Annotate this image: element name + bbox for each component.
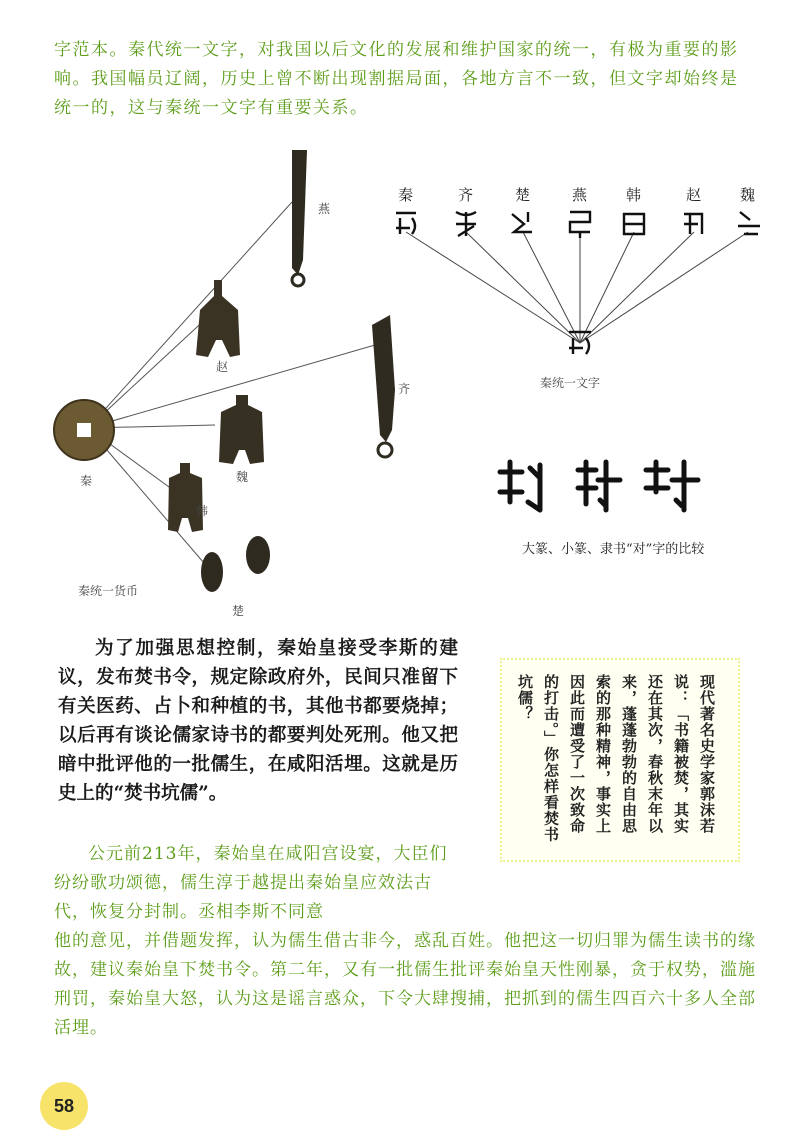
yan-knife-coin bbox=[292, 150, 307, 286]
green-paragraph-part-2: 他的意见，并借题发挥，认为儒生借古非今，惑乱百姓。他把这一切归罪为儒生读书的缘故，建议秦始皇下焚书令。第二年，又有一批儒生批评秦始皇天性刚暴，贪于权势，滥施刑罚，秦始皇大怒，认为这是谣言惑众，下令大肆搜捕，把抓到的儒生四百六十多人全部活埋。 bbox=[54, 931, 756, 1038]
chu-ant-nose-coins bbox=[201, 536, 270, 592]
dui-caption: 大篆、小篆、隶书“对”字的比较 bbox=[522, 542, 705, 557]
script-caption: 秦统一文字 bbox=[540, 376, 601, 390]
coin-label-qin: 秦 bbox=[80, 474, 93, 488]
coin-label-han: 韩 bbox=[196, 504, 209, 518]
wei-spade-coin bbox=[219, 395, 264, 464]
qin-round-coin bbox=[54, 400, 114, 460]
green-paragraph-part-1: 公元前213年，秦始皇在咸阳宫设宴，大臣们纷纷歌功颂德，儒生淳于越提出秦始皇应效法古代，恢复分封制。丞相李斯不同意 bbox=[54, 844, 448, 922]
coin-label-wei: 魏 bbox=[236, 470, 249, 484]
han-spade-coin bbox=[168, 463, 203, 532]
page-number-badge: 58 bbox=[40, 1082, 88, 1130]
sidebar-text: 现代著名史学家郭沫若说：「书籍被焚，其实还在其次，春秋末年以来，蓬蓬勃勃的自由思索的那种精神，事实上因此而遭受了一次致命的打击。」你怎样看焚书坑儒？ bbox=[516, 674, 716, 843]
coin-caption: 秦统一货币 bbox=[78, 584, 139, 598]
script-connector-lines bbox=[406, 232, 748, 343]
dui-character-comparison bbox=[500, 462, 698, 510]
currency-script-figure bbox=[0, 150, 800, 620]
coin-label-yan: 燕 bbox=[318, 202, 331, 216]
script-state-han: 韩 bbox=[626, 186, 642, 204]
coin-connector-lines bbox=[88, 202, 375, 570]
coin-label-qi: 齐 bbox=[398, 382, 411, 396]
qi-knife-coin bbox=[372, 315, 395, 457]
main-paragraph: 为了加强思想控制，秦始皇接受李斯的建议，发布焚书令，规定除政府外，民间只准留下有关医药、占卜和种植的书，其他书都要烧掉；以后再有谈论儒家诗书的都要判处死刑。他又把暗中批评他的一批儒生，在咸阳活埋。这就是历史上的“焚书坑儒”。 bbox=[58, 638, 458, 804]
top-paragraph: 字范本。秦代统一文字，对我国以后文化的发展和维护国家的统一，有极为重要的影响。我国幅员辽阔，历史上曾不断出现割据局面，各地方言不一致，但文字却始终是统一的，这与秦统一文字有重要关系。 bbox=[54, 40, 739, 118]
script-state-qin: 秦 bbox=[398, 186, 414, 204]
seal-script-glyphs bbox=[396, 212, 760, 354]
discussion-sidebar bbox=[500, 658, 740, 862]
script-state-wei: 魏 bbox=[740, 186, 756, 204]
zhao-spade-coin bbox=[196, 280, 240, 357]
coin-label-chu: 楚 bbox=[232, 604, 245, 618]
script-state-zhao: 赵 bbox=[686, 186, 702, 204]
script-state-qi: 齐 bbox=[458, 186, 474, 204]
coin-label-zhao: 赵 bbox=[216, 360, 229, 374]
script-state-chu: 楚 bbox=[515, 186, 531, 204]
script-state-yan: 燕 bbox=[572, 186, 588, 204]
